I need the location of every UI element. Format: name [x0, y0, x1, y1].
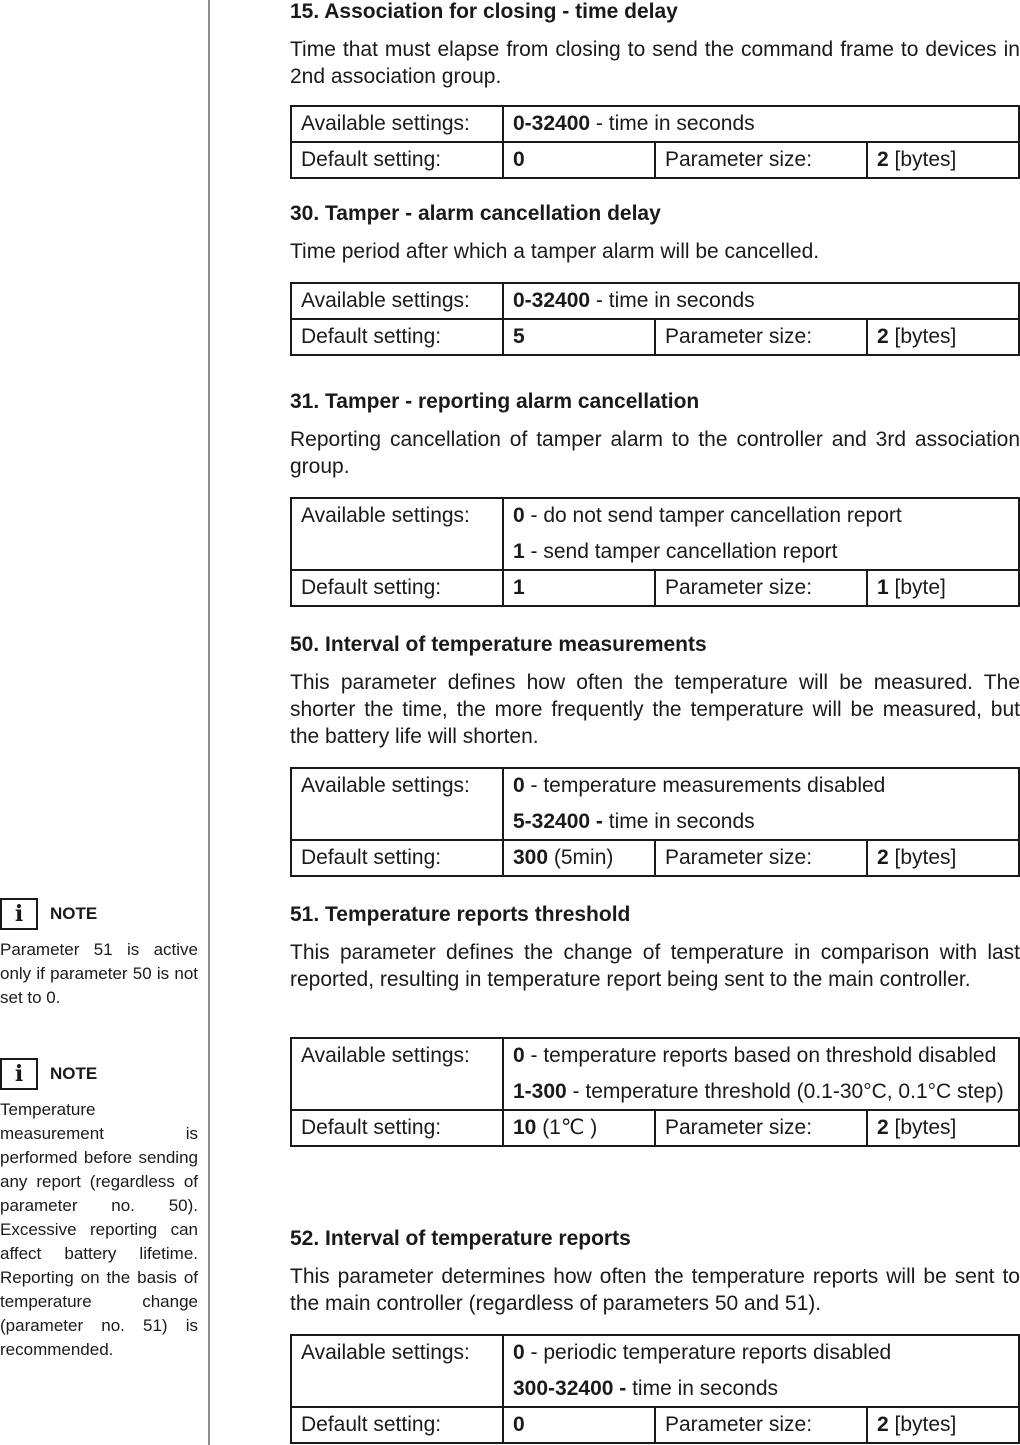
settings-table: [290, 105, 1020, 179]
section-description: This parameter determines how often the temperature reports will be sent to the main controller (regardless of parameters 50 and 51).: [290, 1265, 1020, 1315]
settings-table: [290, 767, 1020, 877]
option-line: 300-32400 - time in seconds: [513, 1377, 779, 1400]
sidebar-divider: [208, 0, 210, 1445]
size-value: 2 [bytes]: [867, 840, 1019, 876]
note-text: Temperature measurement is performed before sending any report (regardless of parameter no. 50). Excessive reporting can affect battery lifetime. Reporting on the basis of temperature change (parameter no. 51) is recommended.: [0, 1100, 198, 1359]
default-value: 10 (1℃ ): [503, 1110, 655, 1146]
parameter-section: [290, 633, 1020, 750]
settings-table: [290, 282, 1020, 356]
options-cell: [503, 498, 1019, 570]
section-title: 15. Association for closing - time delay: [290, 0, 678, 23]
label-size: Parameter size:: [655, 1407, 867, 1443]
parameter-section: [290, 390, 1020, 480]
default-value: 0: [503, 1407, 655, 1443]
label-available: Available settings:: [291, 1335, 503, 1407]
option-line: 0-32400 - time in seconds: [513, 289, 755, 312]
label-available: Available settings:: [291, 1038, 503, 1110]
size-value: 1 [byte]: [867, 570, 1019, 606]
options-cell: [503, 1038, 1019, 1110]
label-size: Parameter size:: [655, 142, 867, 178]
option-line: 1-300 - temperature threshold (0.1-30°C, 0.1°C step): [513, 1080, 1004, 1103]
note-box: [0, 898, 198, 1010]
label-default: Default setting:: [291, 1110, 503, 1146]
info-icon: i: [0, 898, 38, 930]
section-title: 50. Interval of temperature measurements: [290, 633, 707, 656]
section-description: This parameter defines the change of temperature in comparison with last reported, resulting in temperature report being sent to the main controller.: [290, 941, 1020, 991]
section-description: This parameter defines how often the temperature will be measured. The shorter the time, the more frequently the temperature will be measured, but the battery life will shorten.: [290, 671, 1020, 748]
default-value: 300 (5min): [503, 840, 655, 876]
option-line: 0 - periodic temperature reports disabled: [513, 1341, 892, 1364]
default-value: 5: [503, 319, 655, 355]
size-value: 2 [bytes]: [867, 142, 1019, 178]
label-size: Parameter size:: [655, 1110, 867, 1146]
option-line: 0 - temperature reports based on threshold disabled: [513, 1044, 997, 1067]
parameter-section: [290, 202, 1020, 265]
section-title: 52. Interval of temperature reports: [290, 1227, 631, 1250]
label-size: Parameter size:: [655, 319, 867, 355]
label-default: Default setting:: [291, 1407, 503, 1443]
option-line: 0 - temperature measurements disabled: [513, 774, 886, 797]
settings-table: [290, 1037, 1020, 1147]
section-description: Reporting cancellation of tamper alarm to the controller and 3rd association group.: [290, 428, 1020, 478]
default-value: 0: [503, 142, 655, 178]
options-cell: [503, 283, 1019, 319]
settings-table: [290, 1334, 1020, 1444]
options-cell: [503, 768, 1019, 840]
option-line: 0 - do not send tamper cancellation report: [513, 504, 902, 527]
info-icon: i: [0, 1058, 38, 1090]
options-cell: [503, 106, 1019, 142]
parameter-section: [290, 903, 1020, 993]
label-default: Default setting:: [291, 840, 503, 876]
label-size: Parameter size:: [655, 840, 867, 876]
size-value: 2 [bytes]: [867, 1110, 1019, 1146]
section-description: Time that must elapse from closing to send the command frame to devices in 2nd association group.: [290, 38, 1020, 88]
note-title: NOTE: [50, 1064, 98, 1083]
parameter-section: [290, 1227, 1020, 1317]
label-default: Default setting:: [291, 142, 503, 178]
label-available: Available settings:: [291, 106, 503, 142]
section-description: Time period after which a tamper alarm will be cancelled.: [290, 240, 820, 263]
note-box: [0, 1058, 198, 1362]
label-default: Default setting:: [291, 570, 503, 606]
options-cell: [503, 1335, 1019, 1407]
option-line: 0-32400 - time in seconds: [513, 112, 755, 135]
label-available: Available settings:: [291, 768, 503, 840]
note-title: NOTE: [50, 904, 98, 923]
default-value: 1: [503, 570, 655, 606]
label-size: Parameter size:: [655, 570, 867, 606]
label-available: Available settings:: [291, 283, 503, 319]
parameter-section: [290, 0, 1020, 90]
settings-table: [290, 497, 1020, 607]
section-title: 51. Temperature reports threshold: [290, 903, 631, 926]
size-value: 2 [bytes]: [867, 1407, 1019, 1443]
label-available: Available settings:: [291, 498, 503, 570]
section-title: 31. Tamper - reporting alarm cancellation: [290, 390, 700, 413]
label-default: Default setting:: [291, 319, 503, 355]
size-value: 2 [bytes]: [867, 319, 1019, 355]
option-line: 5-32400 - time in seconds: [513, 810, 755, 833]
section-title: 30. Tamper - alarm cancellation delay: [290, 202, 661, 225]
option-line: 1 - send tamper cancellation report: [513, 540, 838, 563]
note-text: Parameter 51 is active only if parameter 50 is not set to 0.: [0, 940, 198, 1007]
